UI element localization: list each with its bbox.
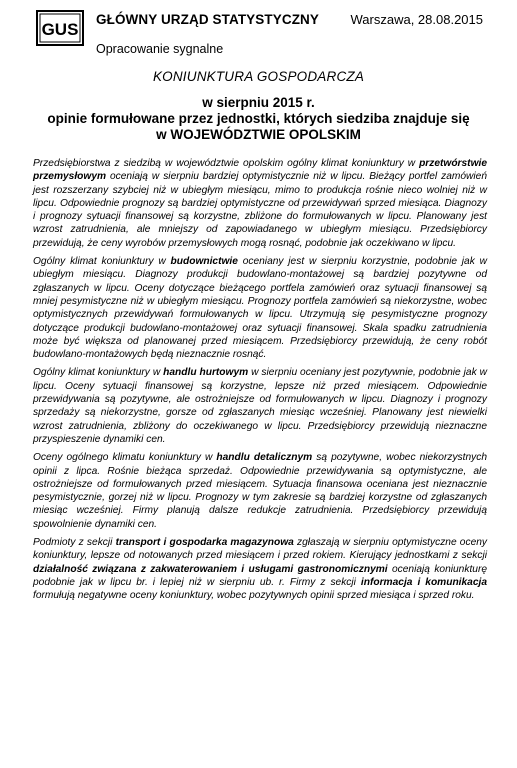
paragraph-wholesale (33, 366, 487, 446)
document-type: Opracowanie sygnalne (96, 42, 224, 56)
paragraph-text: formułują negatywne oceny koniunktury, wobec pozytywnych opinii sprzed miesiąca i sprzed roku. (33, 590, 475, 602)
paragraph-text: są pozytywne, wobec niekorzystnych opinii z lipca. Rośnie bieżąca sprzedaż. Odpowiednie przewidywania są optymistyczne, ale ostrożniejsze od formułowanych przed miesiącem. Sytuacja finansowa oceniana jest nieznacznie pesymistycznie, gorzej niż w lipcu. Prognozy w tym zakresie są bardziej korzystne od zgłaszanych miesiąc wcześniej. Firmy planują dalsze redukcje zatrudnienia. Przedsiębiorcy przewidują spowolnienie dynamiki cen. (33, 452, 487, 530)
title-line-3: opinie formułowane przez jednostki, których siedziba znajduje się (47, 111, 470, 126)
title-line-2: w sierpniu 2015 r. (202, 95, 315, 110)
release-date: Warszawa, 28.08.2015 (350, 12, 483, 27)
sector-name: handlu hurtowym (163, 367, 249, 379)
logo-text: GUS (41, 20, 79, 39)
sector-name: handlu detalicznym (216, 452, 313, 464)
paragraph-retail (33, 451, 487, 531)
report-body (33, 157, 487, 608)
sector-name: przetwórstwie przemysłowym (33, 158, 487, 183)
sector-name: transport i gospodarka magazynowa (115, 537, 294, 549)
paragraph-text: Przedsiębiorstwa z siedzibą w województwie opolskim ogólny klimat koniunktury w (33, 158, 420, 169)
title-line-1: KONIUNKTURA GOSPODARCZA (152, 69, 365, 84)
paragraph-construction (33, 255, 487, 361)
sector-name: budownictwie (170, 256, 238, 268)
paragraph-text: oceniają w sierpniu bardziej optymistycznie niż w lipcu. Bieżący portfel zamówień jest rozszerzany szybciej niż w ubiegłym miesiącu, mimo to produkcja rośnie nieco wolniej niż w lipcu. Odpowiednie prognozy są bardziej optymistyczne od przewidywań sprzed miesiąca. Diagnozy i prognozy sytuacji finansowej są korzystne, zbliżone do formułowanych w lipcu. Planowany jest wzrost zatrudnienia, ale mniejszy od zapowiadanego w ubiegłym miesiącu. Przedsiębiorcy przewidują, że ceny wyrobów przemysłowych mogą rosnąć, podobnie jak oczekiwano w lipcu. (33, 171, 487, 249)
paragraph-services (33, 536, 487, 602)
paragraph-manufacturing (33, 157, 487, 250)
paragraph-text: Podmioty z sekcji (33, 537, 116, 549)
paragraph-text: oceniany jest w sierpniu korzystnie, podobnie jak w ubiegłym miesiącu. Diagnozy produkcji budowlano-montażowej są bardziej pozytywne od zgłaszanych w lipcu. Oceny dotyczące bieżącego portfela zamówień oraz sytuacji finansowej są mniej pesymistyczne niż w ubiegłym miesiącu. Prognozy portfela zamówień są niekorzystne, wobec optymistycznych przewidywań formułowanych w lipcu. Utrzymują się pesymistyczne prognozy dotyczące produkcji budowlano-montażowej oraz sytuacji finansowej. Skala spadku zatrudnienia może być większa od planowanej przed miesiącem. Przedsiębiorcy przewidują, że ceny robót budowlano-montażowych będą nieznacznie rosnąć. (33, 256, 487, 361)
paragraph-text: oceniają koniunkturę podobnie jak w lipcu br. i lepiej niż w sierpniu ub. r. Firmy z sekcji (33, 563, 487, 588)
agency-name: GŁÓWNY URZĄD STATYSTYCZNY (96, 12, 319, 27)
gus-logo (36, 10, 84, 46)
paragraph-text: zgłaszają w sierpniu optymistyczne oceny koniunktury, lepsze od notowanych przed miesiącem i przed rokiem. Kierujący jednostkami z sekcji (33, 537, 487, 562)
title-line-4: w WOJEWÓDZTWIE OPOLSKIM (156, 127, 361, 142)
paragraph-text: w sierpniu oceniany jest pozytywnie, podobnie jak w lipcu. Oceny sytuacji finansowej są korzystne, lepsze niż przed miesiącem. Odpowiednie przewidywania są pozytywne, ale ostrożniejsze od formułowanych w lipcu. Diagnozy i prognozy sprzedaży są niekorzystne, gorsze od zgłaszanych miesiąc wcześniej. Planowany jest niewielki wzrost zatrudnienia, zbliżony do oczekiwanego w lipcu. Przedsiębiorcy przewidują nieznaczne przyspieszenie dynamiki cen. (33, 367, 487, 445)
paragraph-text: Ogólny klimat koniunktury w (33, 367, 164, 379)
paragraph-text: Ogólny klimat koniunktury w (33, 256, 171, 268)
sector-name: informacja i komunikacja (360, 576, 487, 588)
sector-name: działalność związana z zakwaterowaniem i usługami gastronomicznymi (33, 563, 388, 575)
paragraph-text: Oceny ogólnego klimatu koniunktury w (33, 452, 217, 464)
